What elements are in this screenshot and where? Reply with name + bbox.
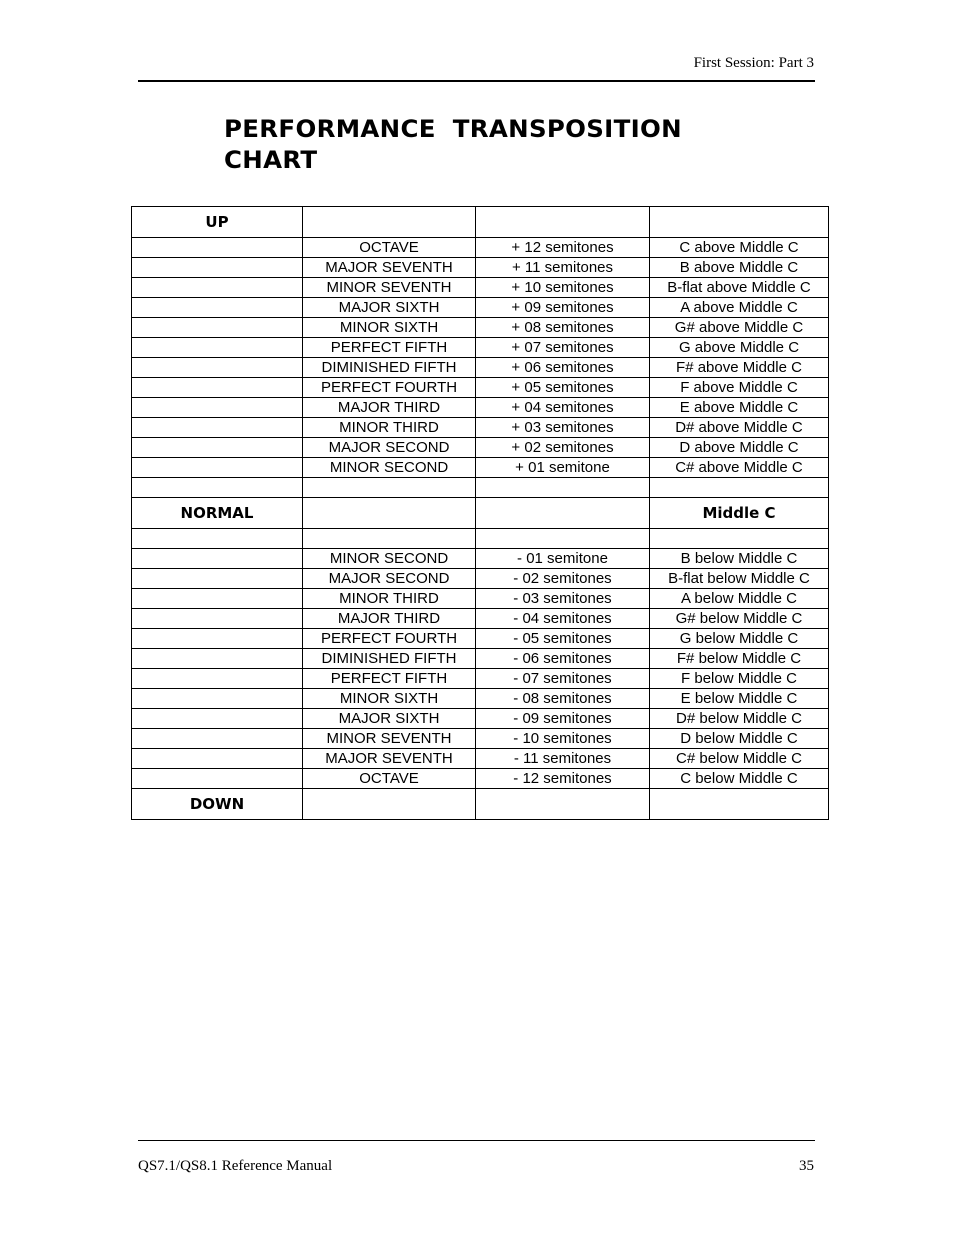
direction-cell [132,629,303,649]
normal-row [132,498,829,529]
table-row [132,458,829,478]
interval-cell: OCTAVE [303,238,476,258]
table-row [132,338,829,358]
note-cell: D# below Middle C [650,709,829,729]
note-cell: F above Middle C [650,378,829,398]
semitones-cell: + 02 semitones [476,438,650,458]
note-cell: F# below Middle C [650,649,829,669]
normal-label: NORMAL [132,498,303,529]
note-cell: D# above Middle C [650,418,829,438]
direction-cell [132,709,303,729]
note-cell: C# below Middle C [650,749,829,769]
page-title: PERFORMANCE TRANSPOSITION CHART [224,115,682,174]
note-cell: A below Middle C [650,589,829,609]
interval-cell: DIMINISHED FIFTH [303,649,476,669]
table-row [132,549,829,569]
interval-cell: MINOR SECOND [303,458,476,478]
note-cell: B above Middle C [650,258,829,278]
note-cell: B-flat below Middle C [650,569,829,589]
table-row [132,318,829,338]
direction-cell [132,589,303,609]
semitones-cell: - 12 semitones [476,769,650,789]
note-cell: G below Middle C [650,629,829,649]
direction-cell [132,238,303,258]
table-row [132,258,829,278]
interval-cell: OCTAVE [303,769,476,789]
semitones-cell: + 07 semitones [476,338,650,358]
note-cell: D below Middle C [650,729,829,749]
note-cell: A above Middle C [650,298,829,318]
table-row [132,729,829,749]
semitones-cell: + 05 semitones [476,378,650,398]
table-row [132,669,829,689]
interval-cell: PERFECT FIFTH [303,338,476,358]
table-row [132,589,829,609]
table-row [132,649,829,669]
direction-cell [132,298,303,318]
note-cell: G# above Middle C [650,318,829,338]
note-cell: E above Middle C [650,398,829,418]
semitones-cell: + 04 semitones [476,398,650,418]
direction-cell [132,549,303,569]
table-row [132,398,829,418]
interval-cell: MINOR SEVENTH [303,729,476,749]
interval-cell: MINOR THIRD [303,589,476,609]
note-cell: F below Middle C [650,669,829,689]
semitones-cell: - 01 semitone [476,549,650,569]
table-row [132,278,829,298]
interval-cell: MAJOR SECOND [303,438,476,458]
note-cell: C# above Middle C [650,458,829,478]
semitones-cell: - 07 semitones [476,669,650,689]
semitones-cell: - 03 semitones [476,589,650,609]
semitones-cell: - 11 semitones [476,749,650,769]
middle-c-label: Middle C [650,498,829,529]
table-row [132,238,829,258]
down-header-row [132,789,829,820]
note-cell: F# above Middle C [650,358,829,378]
interval-cell: PERFECT FOURTH [303,629,476,649]
table-row [132,298,829,318]
transposition-table [131,206,829,820]
semitones-cell: - 04 semitones [476,609,650,629]
running-header: First Session: Part 3 [693,55,814,71]
page-number: 35 [799,1158,814,1174]
direction-cell [132,669,303,689]
interval-cell: MINOR SECOND [303,549,476,569]
semitones-cell: + 12 semitones [476,238,650,258]
direction-cell [132,438,303,458]
direction-cell [132,398,303,418]
table-row [132,749,829,769]
table-row [132,629,829,649]
down-label: DOWN [132,789,303,820]
interval-cell: MAJOR THIRD [303,609,476,629]
semitones-cell: + 09 semitones [476,298,650,318]
semitones-cell: + 03 semitones [476,418,650,438]
direction-cell [132,278,303,298]
table-row [132,689,829,709]
note-cell: B-flat above Middle C [650,278,829,298]
semitones-cell: - 09 semitones [476,709,650,729]
interval-cell: MINOR SIXTH [303,318,476,338]
direction-cell [132,729,303,749]
semitones-cell: + 11 semitones [476,258,650,278]
interval-cell: MINOR THIRD [303,418,476,438]
semitones-cell: - 05 semitones [476,629,650,649]
semitones-cell: - 02 semitones [476,569,650,589]
direction-cell [132,609,303,629]
semitones-cell: + 10 semitones [476,278,650,298]
table-row [132,378,829,398]
direction-cell [132,689,303,709]
direction-cell [132,418,303,438]
spacer-row [132,529,829,549]
spacer-row [132,478,829,498]
direction-cell [132,649,303,669]
interval-cell: MAJOR SIXTH [303,298,476,318]
semitones-cell: + 06 semitones [476,358,650,378]
direction-cell [132,378,303,398]
direction-cell [132,318,303,338]
note-cell: D above Middle C [650,438,829,458]
direction-cell [132,258,303,278]
note-cell: E below Middle C [650,689,829,709]
table-row [132,709,829,729]
interval-cell: PERFECT FIFTH [303,669,476,689]
interval-cell: MINOR SEVENTH [303,278,476,298]
table-row [132,438,829,458]
direction-cell [132,338,303,358]
up-label: UP [132,207,303,238]
semitones-cell: + 08 semitones [476,318,650,338]
semitones-cell: - 06 semitones [476,649,650,669]
interval-cell: PERFECT FOURTH [303,378,476,398]
table-row [132,769,829,789]
interval-cell: MINOR SIXTH [303,689,476,709]
interval-cell: MAJOR SIXTH [303,709,476,729]
interval-cell: MAJOR SEVENTH [303,749,476,769]
semitones-cell: - 10 semitones [476,729,650,749]
footer-manual-title: QS7.1/QS8.1 Reference Manual [138,1158,333,1174]
direction-cell [132,458,303,478]
note-cell: C above Middle C [650,238,829,258]
direction-cell [132,569,303,589]
semitones-cell: + 01 semitone [476,458,650,478]
semitones-cell: - 08 semitones [476,689,650,709]
header-divider [138,80,815,82]
note-cell: G above Middle C [650,338,829,358]
note-cell: B below Middle C [650,549,829,569]
table-row [132,418,829,438]
interval-cell: DIMINISHED FIFTH [303,358,476,378]
direction-cell [132,358,303,378]
table-row [132,569,829,589]
note-cell: C below Middle C [650,769,829,789]
interval-cell: MAJOR THIRD [303,398,476,418]
note-cell: G# below Middle C [650,609,829,629]
footer-divider [138,1140,815,1141]
up-header-row [132,207,829,238]
table-row [132,358,829,378]
direction-cell [132,749,303,769]
interval-cell: MAJOR SEVENTH [303,258,476,278]
table-row [132,609,829,629]
interval-cell: MAJOR SECOND [303,569,476,589]
direction-cell [132,769,303,789]
